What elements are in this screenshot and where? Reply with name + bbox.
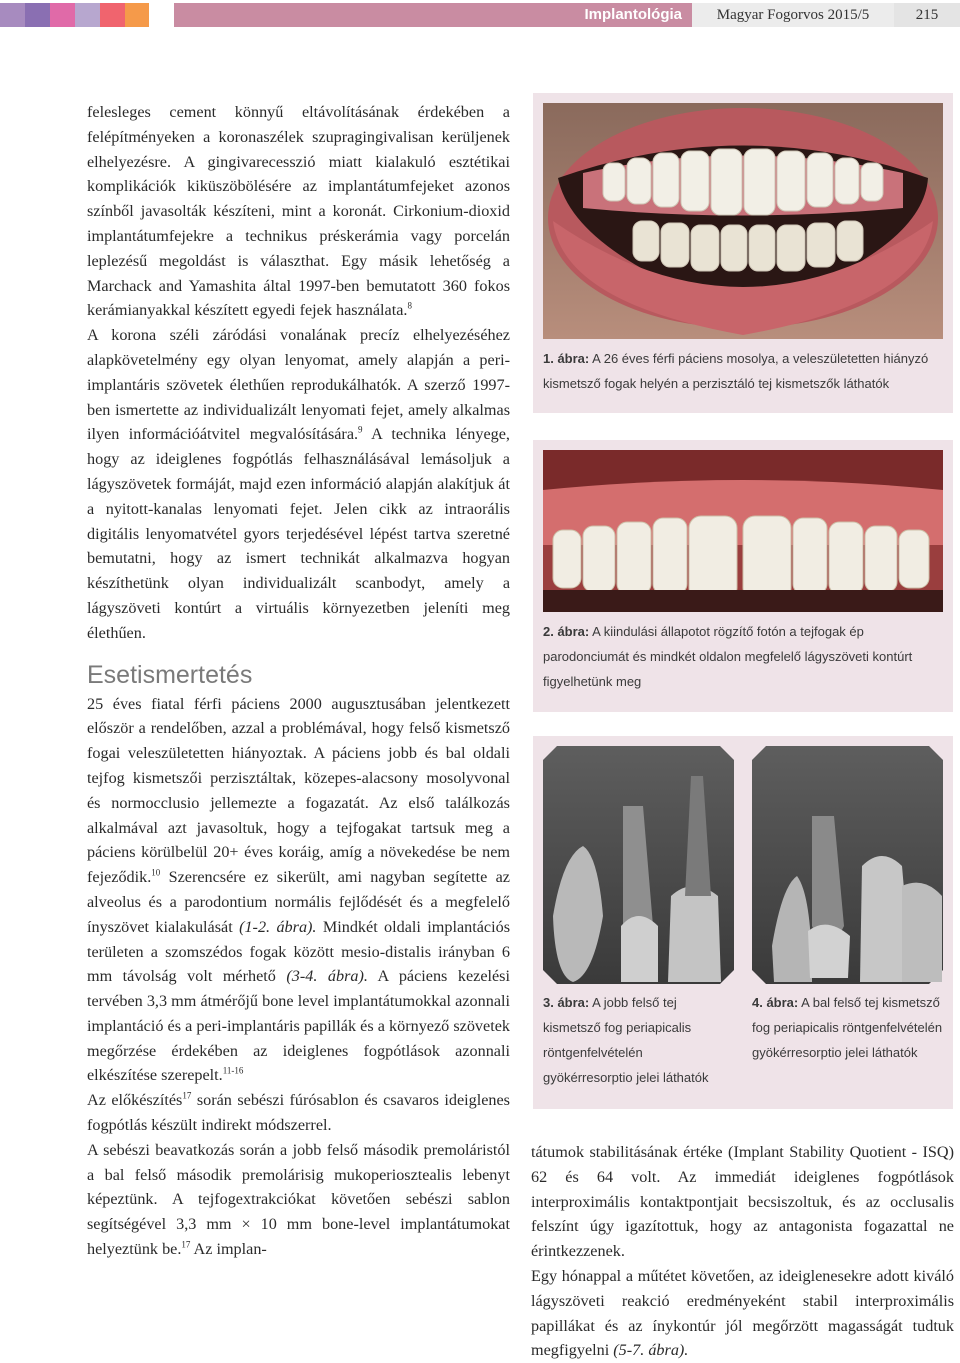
reference-mark: 17 [182,1090,192,1101]
reference-mark: 17 [181,1239,191,1250]
header-color-block-4 [75,3,100,27]
reference-mark: 8 [407,300,412,311]
figure-4-xray [752,746,943,984]
right-paragraph-1: tátumok stabilitásának értéke (Implant Stability Quotient - ISQ) 62 és 64 volt. Az immediát ideiglenes fogpótlások interproximális kontaktpontjait becsiszoltuk, és az occlusalis felszínt úgy igazítottuk, hogy az antagonista fogazattal ne érintkezzenek. [531,1143,954,1261]
page-number: 215 [894,3,960,27]
section-heading: Esetismertetés [87,660,253,689]
header-color-block-1 [0,3,25,27]
intro-paragraph-2: A korona széli záródási vonalának precíz elhelyezéséhez alapkövetelmény egy olyan lenyomat, amely alapján a peri-implantáris szövetek élethűen reprodukálhatók. A szerző 1997-ben ismertette az individualizált lenyomati fejet, amely alkalmas ilyen információátvitel megvalósítására.$^9$ A technika lényege, hogy az ideiglenes fogpótlás felhasználásával lemásoljuk a lágyszövetek formáját, majd ezen információ alapján alakítjuk át a nyitott-kanalas lenyomati fejet. Jelen cikk az intraorális digitális lenyomatvétel gyors terjedésével lépést tartva szeretné bemutatni, hogy az ismert technikát alkalmazva hogyan készíthetünk olyan individualizált scanbodyt, amely a lágyszöveti kontúrt a virtuális környezetben jeleníti meg élethűen. [87,326,510,642]
right-column [531,1140,954,1363]
figure-2-caption: 2. ábra: A kiindulási állapotot rögzítő fotón a tejfogak ép parodonciumát és mindkét oldalon megfelelő lágyszöveti kontúrt figyelhetünk meg [543,624,913,689]
figure-reference: (3-4. ábra). [286,967,368,986]
figure-reference: (5-7. ábra). [613,1341,689,1360]
case-paragraph-3: A sebészi beavatkozás során a jobb felső második premoláristól a bal felső második premolárisig mukoperiosztealis lebenyt képeztünk. A tejfogextrakciókat követően sebészi sablon segítségével 3,3 mm × 10 mm bone-level implantátumokat helyeztünk be.$^{17}$ Az implan- [87,1140,510,1259]
figure-4-caption: 4. ábra: A bal felső tej kismetsző fog periapicalis röntgenfelvételén gyökérresorptio jelei láthatók [752,995,943,1060]
figure-1-smile-photo [543,103,943,339]
reference-mark: 11-16 [222,1066,244,1077]
figure-2-teeth-photo [543,450,943,612]
right-paragraph-2: Egy hónappal a műtétet követően, az ideiglenesekre adott kiváló lágyszöveti reakció eredményeként stabil interproximális papillákat és az ínykontúr jól megőrzött magasságát tudtuk megfigyelni (5-7. ábra). [531,1266,954,1360]
case-paragraph-2: Az előkészítés$^{17}$ során sebészi fúrósablon és csavaros ideiglenes fogpótlás készült indirekt módszerrel. [87,1090,510,1135]
header-color-block-5 [100,3,125,27]
intro-paragraph-1: felesleges cement könnyű eltávolításának érdekében a felépítményeken a koronaszélek szupragingivalisan kerüljenek elhelyezésre. A gingivarecesszió miatt kialakuló esztétikai komplikációk kiküszöbölésére az implantátumfejeket azonos színből javasolták készíteni, mint a koronát. Cirkonium-dioxid implantátumfejekre a technikus préskerámia vagy porcelán leplezésű megoldást is választhat. Egy másik lehetőség a Marchack and Yamashita által 1997-ben bemutatott 360 fokos kerámianyakkal készített egyedi fejek használata.$^8$ [87,103,510,320]
case-paragraph-1: 25 éves fiatal férfi páciens 2000 augusztusában jelentkezett először a rendelőben, azzal a problémával, hogy felső kismetsző fogai veleszületetten hiányoztak. A páciens jobb és bal oldali tejfog kismetszői perzisztáltak, közepes-alacsony mosolyvonal és normocclusio jellemezte a fogazatát. Az első találkozás alkalmával azt javasoltuk, hogy a tejfogakat tartsuk meg a páciens körülbelül 20+ éves koráig, amíg a növekedése be nem fejeződik.$^{10}$ Szerencsére ez sikerült, ami nagyban segítette az alveolus és a parodontium normális fejlődését és a megfelelő ínyszövet kialakulását (1-2. ábra). Mindkét oldali implantációs területen a szomszédos fogak között mesio-distalis irányban 6 mm távolság volt mérhető (3-4. ábra). A páciens kezelési tervében 3,3 mm átmérőjű bone level implantátumokkal azonnali implantáció és a peri-implantáris papillák és a környező szövetek megőrzése érdekében az ideiglenes fogpótlások azonnali elkészítése szerepelt.$^{11-16}$ [87,694,510,1085]
journal-title: Magyar Fogorvos 2015/5 [692,3,894,27]
reference-mark: 9 [358,424,363,435]
figure-3-xray [543,746,734,984]
figure-1-caption: 1. ábra: A 26 éves férfi páciens mosolya, a veleszületetten hiányzó kismetsző fogak helyén a perzisztáló tej kismetszők láthatók [543,351,929,391]
reference-mark: 10 [151,867,161,878]
section-title: Implantológia [174,3,692,27]
header-color-block-6 [125,3,149,27]
header-color-block-2 [25,3,50,27]
left-column [87,100,510,1262]
figure-3-caption: 3. ábra: A jobb felső tej kismetsző fog periapicalis röntgenfelvételén gyökérresorptio jelei láthatók [543,995,709,1085]
header-color-block-3 [50,3,75,27]
figure-reference: (1-2. ábra). [239,917,317,936]
